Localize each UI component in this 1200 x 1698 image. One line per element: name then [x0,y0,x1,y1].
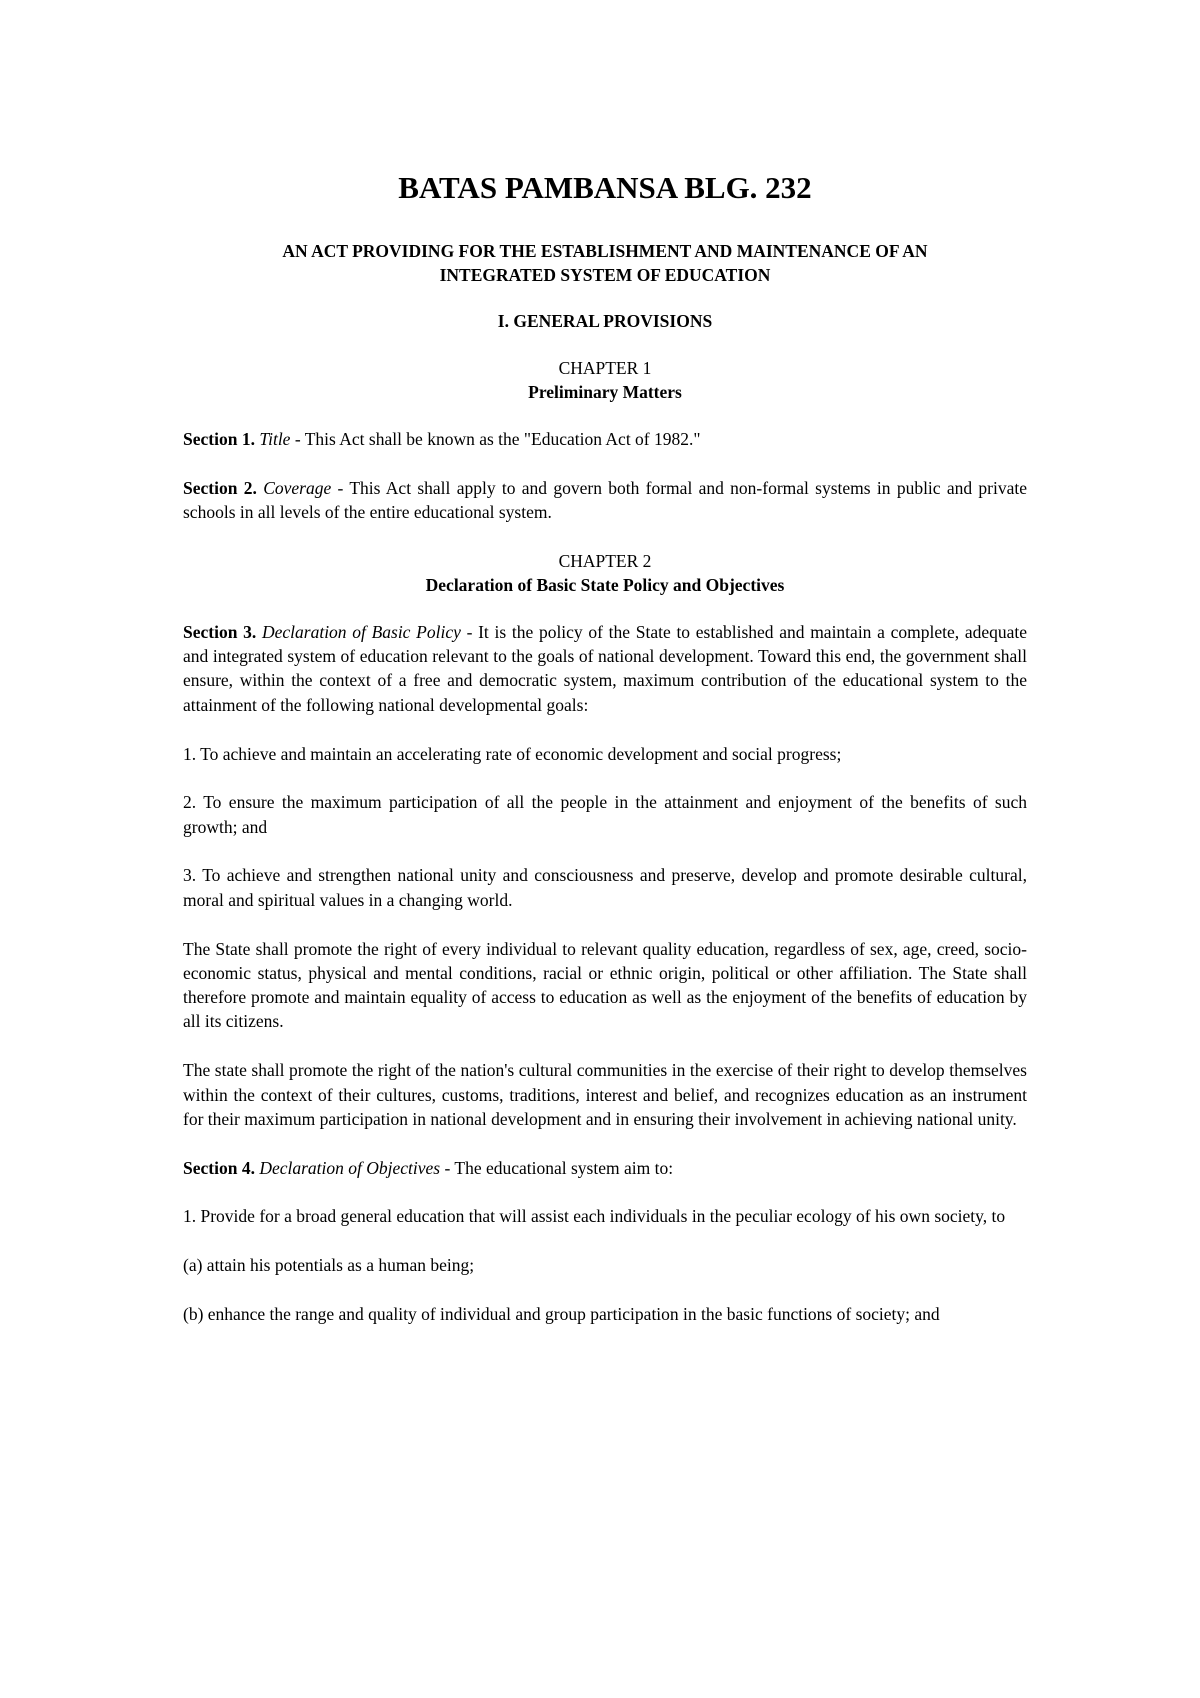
paragraph-state-right: The State shall promote the right of every individual to relevant quality education, regardless of sex, age, creed, socio-economic status, physical and mental conditions, racial or ethnic origin, political or other affiliation. The State shall therefore promote and maintain equality of access to education as well as the enjoyment of the benefits of education by all its citizens. [183,938,1027,1032]
objective-item: 1. Provide for a broad general education that will assist each individuals in the peculiar ecology of his own society, to [183,1206,1006,1227]
document-title: BATAS PAMBANSA BLG. 232 [398,170,812,205]
chapter-1-number: CHAPTER 1 [558,358,652,378]
section-1 [183,427,1027,451]
subtitle-line-2: INTEGRATED SYSTEM OF EDUCATION [439,265,771,285]
document-page [183,170,1027,1351]
section-2-title: Coverage [263,477,332,498]
chapter-1-heading [183,356,1027,404]
section-1-title: Title [259,429,291,449]
part-heading: I. GENERAL PROVISIONS [497,311,713,331]
document-subtitle [183,239,1027,287]
section-2-label: Section 2. [183,477,257,498]
section-3 [183,620,1027,717]
chapter-1-name: Preliminary Matters [528,382,682,402]
paragraph-cultural-communities: The state shall promote the right of the nation's cultural communities in the exercise of their right to develop themselves within the context of their cultures, customs, traditions, interest and belief, and recognizes education as an instrument for their maximum participation in national development and in ensuring their involvement in achieving national unity. [183,1060,1027,1129]
goal-item: 3. To achieve and strengthen national unity and consciousness and preserve, develop and promote desirable cultural, moral and spiritual values in a changing world. [183,865,1027,910]
chapter-2-heading [183,549,1027,597]
section-1-label: Section 1. [183,429,255,449]
section-3-text: - It is the policy of the State to established and maintain a complete, adequate and integrated system of education relevant to the goals of national development. Toward this end, the government shall ensure, within the context of a free and democratic system, maximum contribution of the educational system to the attainment of the following national developmental goals: [183,621,1027,715]
goal-item: 1. To achieve and maintain an accelerating rate of economic development and social progress; [183,743,842,764]
section-2-text: - This Act shall apply to and govern both formal and non-formal systems in public and private schools in all levels of the entire educational system. [183,477,1028,523]
chapter-2-name: Declaration of Basic State Policy and Objectives [425,574,785,595]
objective-item: (b) enhance the range and quality of individual and group participation in the basic functions of society; and [183,1304,940,1325]
chapter-2-number: CHAPTER 2 [558,550,652,571]
section-4 [183,1156,1027,1180]
section-4-title: Declaration of Objectives [259,1157,441,1178]
section-3-label: Section 3. [183,621,257,642]
section-3-title: Declaration of Basic Policy [261,621,461,642]
goal-item: 2. To ensure the maximum participation of all the people in the attainment and enjoyment of the benefits of such growth; and [183,792,1027,837]
subtitle-line-1: AN ACT PROVIDING FOR THE ESTABLISHMENT AND MAINTENANCE OF AN [282,241,928,261]
section-2 [183,476,1027,525]
objective-item: (a) attain his potentials as a human being; [183,1255,475,1276]
section-4-text: - The educational system aim to: [440,1157,674,1178]
section-1-text: - This Act shall be known as the "Education Act of 1982." [290,429,701,449]
section-4-label: Section 4. [183,1157,255,1178]
